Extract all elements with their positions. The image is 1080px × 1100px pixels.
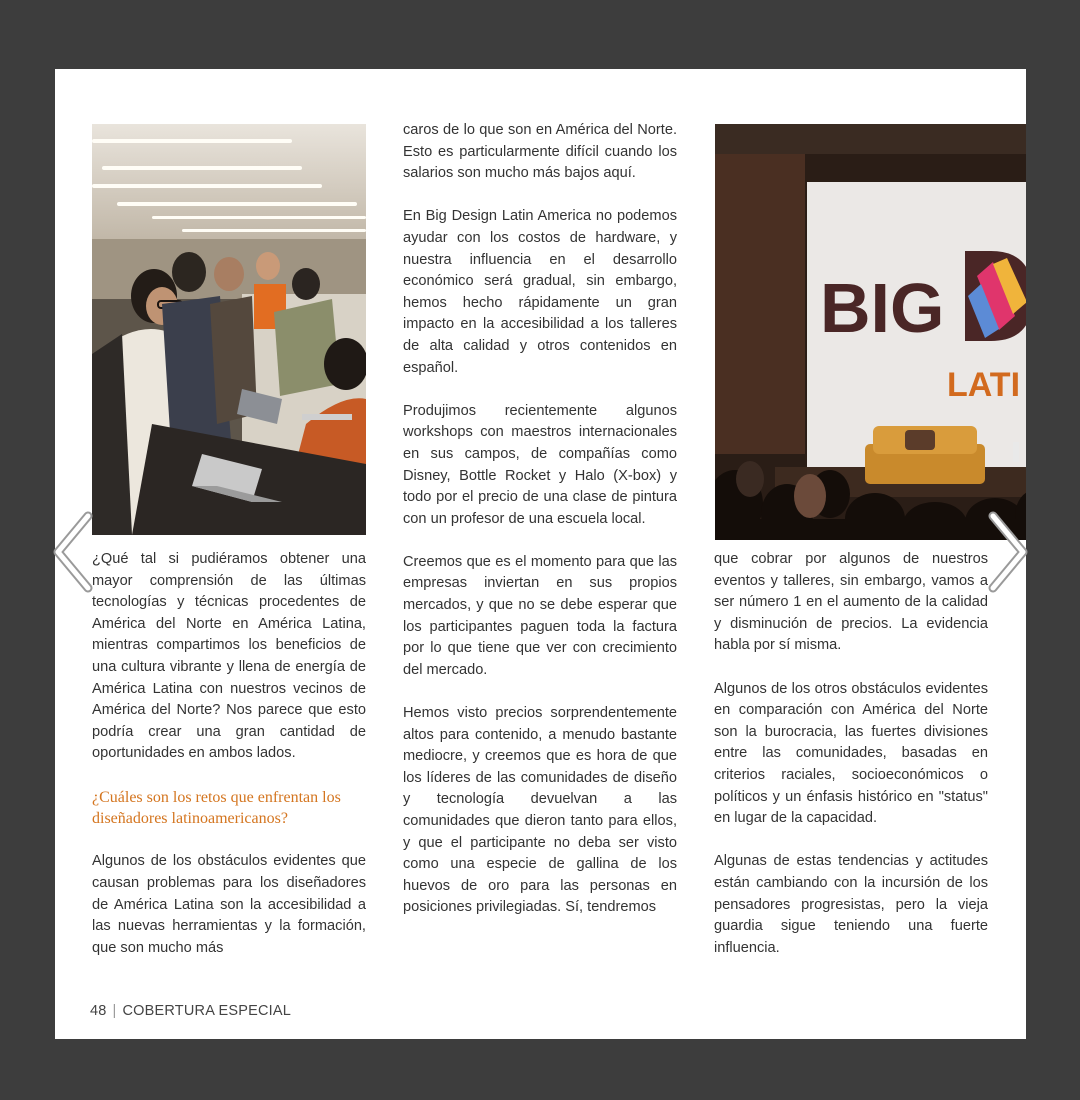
sign-big-text: BIG [820, 269, 945, 347]
page-footer [90, 1003, 291, 1019]
section-heading: ¿Cuáles son los retos que enfrentan los diseñadores latinoamericanos? [92, 788, 341, 828]
paragraph: Algunas de estas tendencias y actitudes están cambiando con la incursión de los pensadores progresistas, pero la vieja guardia sigue teniendo una fuerte influencia. [714, 853, 988, 956]
paragraph: En Big Design Latin America no podemos ayudar con los costos de hardware, y nuestra influencia en el desarrollo económico será gradual, sin embargo, hemos hecho rápidamente un gran impacto en la accesibilidad a los talleres de alta calidad y otros contenidos en español. [403, 208, 677, 376]
paragraph: Algunos de los otros obstáculos evidentes en comparación con América del Norte son la burocracia, las fuertes divisiones entre las comunidades, basadas en criterios raciales, socioeconómicos o políticos y un énfasis histórico en "status" en lugar de la capacidad. [714, 680, 988, 827]
paragraph: Creemos que es el momento para que las empresas inviertan en sus propios mercados, y que no se debe esperar que los participantes paguen toda la factura por lo que tiene que ver con crecimiento del mercado. [403, 553, 677, 678]
text-column-1 [92, 549, 366, 989]
workshop-photo [92, 124, 366, 535]
text-column-2 [403, 120, 677, 982]
paragraph: que cobrar por algunos de nuestros eventos y talleres, sin embargo, vamos a ser número 1 en el aumento de la calidad y disminución de precios. La evidencia habla por sí misma. [714, 551, 988, 654]
paragraph: Hemos visto precios sorprendentemente altos para contenido, a menudo bastante mediocre, y creemos que es hora de que los líderes de las comunidades de diseño y tecnología devuelvan a las comunidades que dieron tanto para ellos, y que el participante no deba ser visto como una especie de gallina de los huevos de oro para las personas en posiciones privilegiadas. Sí, tendremos [403, 705, 677, 916]
chevron-left-icon [50, 510, 96, 594]
conference-photo [715, 124, 1026, 540]
paragraph: Produjimos recientemente algunos workshops con maestros internacionales en sus campos, de compañías como Disney, Bottle Rocket y Halo (X-box) y todo por el precio de una clase de pintura con un profesor de una escuela local. [403, 402, 677, 527]
big-d-logo [965, 251, 1026, 341]
sign-lati-text: LATI [947, 366, 1021, 404]
page-number: 48 [90, 1003, 107, 1019]
paragraph: ¿Qué tal si pudiéramos obtener una mayor comprensión de las últimas tecnologías y técnicas procedentes de América del Norte en América Latina, mientras compartimos los beneficios de una cultura vibrante y llena de energía de América Latina con nuestros vecinos de América del Norte? Nos parece que esto podría crear una gran cantidad de oportunidades en ambos lados. [92, 551, 366, 762]
paragraph: caros de lo que son en América del Norte. Esto es particularmente difícil cuando los salarios son mucho más bajos aquí. [403, 122, 677, 182]
footer-divider: | [112, 1003, 117, 1019]
paragraph: Algunos de los obstáculos evidentes que causan problemas para los diseñadores de América Latina son la accesibilidad a las nuevas herramientas y la formación, que son mucho más [92, 853, 366, 956]
text-column-3 [714, 549, 988, 989]
section-name: COBERTURA ESPECIAL [122, 1003, 292, 1019]
previous-page-button[interactable] [50, 510, 96, 594]
next-page-button[interactable] [985, 510, 1031, 594]
magazine-page [55, 69, 1026, 1039]
chevron-right-icon [985, 510, 1031, 594]
